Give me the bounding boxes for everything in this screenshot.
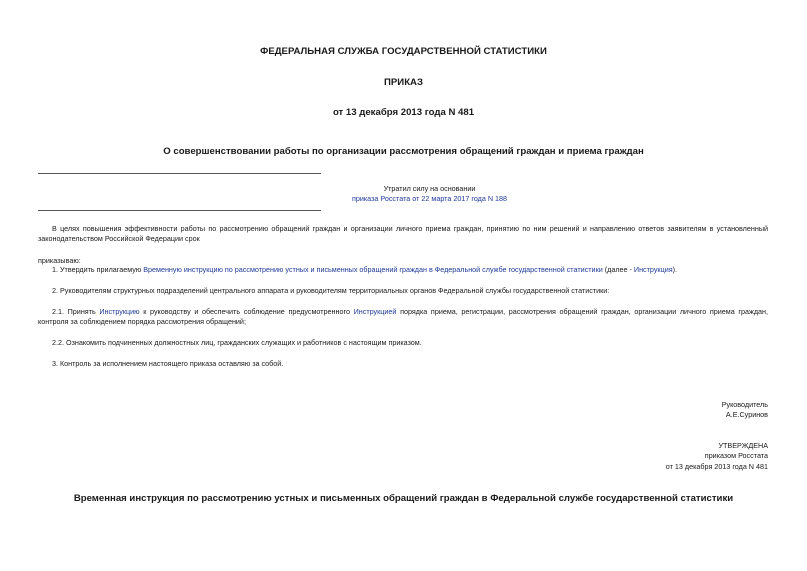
agency-heading: ФЕДЕРАЛЬНАЯ СЛУЖБА ГОСУДАРСТВЕННОЙ СТАТИСТИКИ [260,46,547,57]
instruction-link[interactable]: Временную инструкцию по рассмотрению устных и письменных обращений граждан в Федеральной службе государственной статистики [143,265,603,274]
item-1-text-b: (далее - [602,265,634,274]
doc-title: О совершенствовании работы по организации рассмотрения обращений граждан и приема граждан [163,146,644,157]
item-2-1-instruction-link-2[interactable]: Инструкцией [353,307,397,316]
item-2-1-text: 2.1. Принять [52,307,100,316]
doc-type-heading: ПРИКАЗ [384,77,423,88]
approval-line-2: приказом Росстата [704,451,768,461]
item-2-1-text-b: к руководству и обеспечить соблюдение предусмотренного [139,307,354,316]
approval-block [666,441,768,472]
item-3: 3. Контроль за исполнением настоящего приказа оставляю за собой. [52,359,284,368]
repeal-order-link[interactable]: приказа Росстата от 22 марта 2017 года N 188 [351,194,508,204]
approval-line-3: от 13 декабря 2013 года N 481 [665,461,768,471]
divider-bottom [38,210,321,211]
order-word: приказываю: [38,256,81,265]
status-note [38,184,807,205]
item-1-text-c: ). [672,265,677,274]
appendix-title: Временная инструкция по рассмотрению устных и письменных обращений граждан в Федеральной службе государственной статистики [73,493,734,504]
item-1 [38,265,768,275]
signatory-role: Руководитель [721,400,768,409]
item-1-text: 1. Утвердить прилагаемую [52,265,144,274]
status-note-text: Утратил силу на основании [383,184,476,193]
doc-date-heading: от 13 декабря 2013 года N 481 [332,107,475,118]
signatory-name: А.Е.Суринов [725,410,768,420]
item-2-1-instruction-link[interactable]: Инструкцию [99,307,140,316]
instruction-short-link[interactable]: Инструкция [633,265,673,274]
divider-top [38,173,321,174]
item-2-1 [38,307,768,328]
intro-paragraph: В целях повышения эффективности работы по рассмотрению обращений граждан и организации личного приема граждан, принятию по ним решений и направлению ответов заявителям в установленный законодательством Российской Федерации срок [38,224,768,244]
item-2-1-text-c: порядка приема, регистрации, рассмотрения обращений граждан, организации личного приема граждан, контроля за соблюдением порядка рассмотрения обращений; [38,307,768,327]
item-2: 2. Руководителям структурных подразделений центрального аппарата и руководителям территориальных органов Федеральной службы государственной статистики: [52,286,610,295]
approval-line-1: УТВЕРЖДЕНА [718,441,768,450]
item-2-2: 2.2. Ознакомить подчиненных должностных лиц, гражданских служащих и работников с настоящим приказом. [52,338,422,347]
signature-block [722,400,768,421]
